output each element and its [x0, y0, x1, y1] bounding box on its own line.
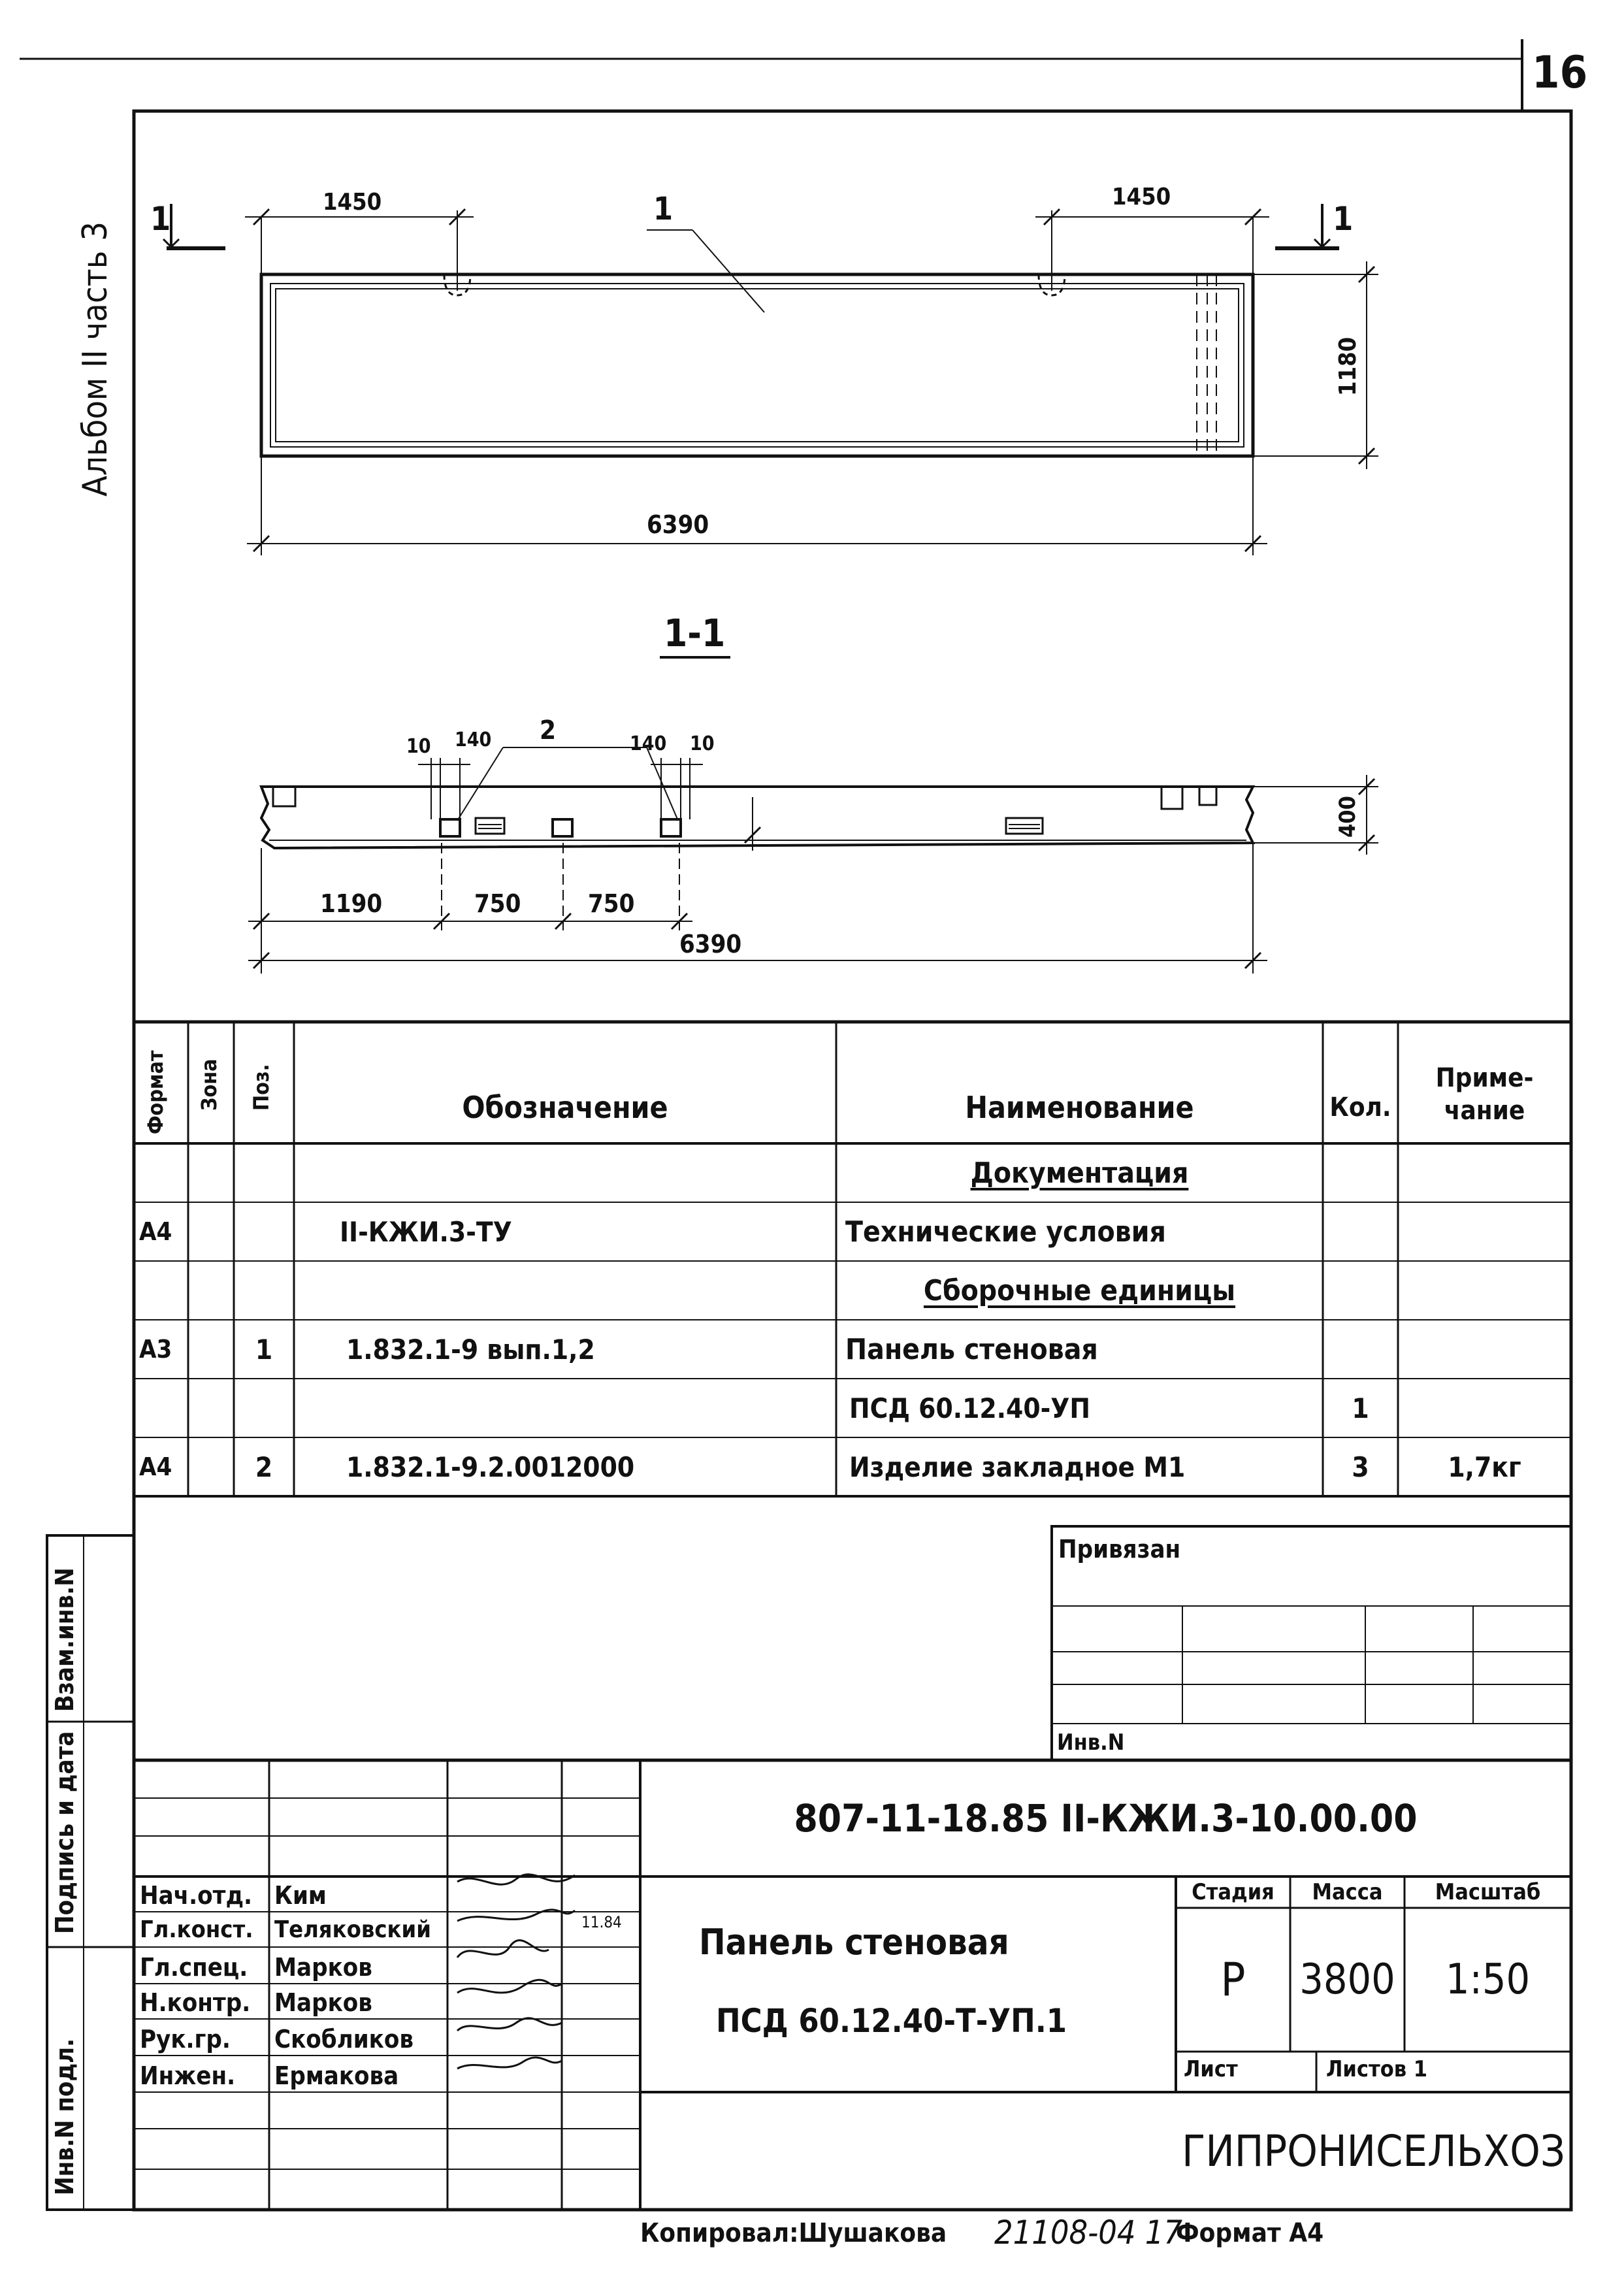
signatory-name: Марков — [274, 1953, 372, 1982]
dim-left-offset: 1450 — [323, 189, 382, 216]
header-format: Формат — [143, 1050, 168, 1134]
signatory-role: Гл.конст. — [140, 1916, 253, 1943]
row-designation: 1.832.1-9 вып.1,2 — [346, 1333, 595, 1366]
dim-750-b: 750 — [588, 889, 635, 918]
row-name: Документация — [970, 1156, 1189, 1190]
scale-label: Масштаб — [1435, 1879, 1541, 1905]
signatory-role: Нач.отд. — [140, 1881, 253, 1910]
section-title: 1-1 — [664, 611, 726, 655]
sheets-label: Листов 1 — [1326, 2056, 1427, 2082]
organization: ГИПРОНИСЕЛЬХОЗ — [1182, 2125, 1565, 2176]
stage-label: Стадия — [1192, 1879, 1275, 1905]
signatory-name: Ким — [274, 1881, 327, 1910]
signatory-role: Рук.гр. — [140, 2025, 231, 2054]
document-code: 807-11-18.85 II-КЖИ.3-10.00.00 — [794, 1796, 1418, 1841]
dim-plan-height: 1180 — [1335, 336, 1361, 396]
header-qty: Кол. — [1329, 1092, 1391, 1122]
strip-vzam-inv: Взам.инв.N — [50, 1567, 79, 1712]
header-name: Наименование — [965, 1090, 1194, 1125]
dim-1190: 1190 — [320, 889, 383, 918]
row-name: ПСД 60.12.40-УП — [849, 1392, 1091, 1424]
header-zone: Зона — [197, 1058, 221, 1111]
album-label: Альбом II часть 3 — [76, 221, 115, 497]
binding-title: Привязан — [1058, 1535, 1181, 1564]
header-note: Приме-чание — [1435, 1063, 1534, 1126]
row-note: 1,7кг — [1448, 1450, 1521, 1483]
section-marker-right: 1 — [1333, 200, 1354, 238]
row-format: А4 — [139, 1217, 172, 1246]
dim-140-left: 140 — [455, 729, 492, 751]
signatory-name: Марков — [274, 1988, 372, 2017]
sheet-label: Лист — [1184, 2056, 1238, 2082]
footer-format-label: Формат А4 — [1176, 2218, 1324, 2248]
mass-value: 3800 — [1299, 1956, 1395, 2004]
mass-label: Масса — [1312, 1879, 1383, 1905]
dim-10-left: 10 — [406, 735, 431, 758]
dim-plan-total: 6390 — [647, 510, 709, 539]
product-name-line2: ПСД 60.12.40-Т-УП.1 — [716, 2002, 1067, 2040]
header-pos: Поз. — [249, 1064, 274, 1111]
signatory-name: Ермакова — [274, 2061, 399, 2090]
footer-handwritten-code: 21108-04 17 — [994, 2214, 1183, 2252]
row-name: Сборочные единицы — [923, 1273, 1236, 1307]
dim-section-height: 400 — [1335, 796, 1361, 838]
signatory-name: Теляковский — [274, 1916, 431, 1943]
signatory-role: Инжен. — [140, 2061, 236, 2090]
row-format: А3 — [139, 1335, 172, 1364]
dim-140-right: 140 — [630, 732, 667, 755]
stage-value: Р — [1220, 1953, 1246, 2007]
strip-inv-podl: Инв.N подл. — [50, 2038, 79, 2195]
row-pos: 1 — [255, 1333, 273, 1366]
header-designation: Обозначение — [462, 1090, 668, 1125]
row-format: А4 — [139, 1452, 172, 1481]
row-name: Изделие закладное М1 — [849, 1450, 1186, 1483]
scale-value: 1:50 — [1445, 1956, 1531, 2004]
row-qty: 1 — [1352, 1392, 1369, 1424]
sheet-number: 16 — [1532, 47, 1588, 99]
dim-section-total: 6390 — [679, 930, 742, 959]
footer-copied-by: Копировал:Шушакова — [640, 2218, 947, 2248]
row-name: Панель стеновая — [845, 1332, 1098, 1366]
signatory-role: Н.контр. — [140, 1988, 251, 2017]
strip-signature-date: Подпись и дата — [50, 1731, 79, 1934]
dim-750-a: 750 — [474, 889, 521, 918]
row-name: Технические условия — [845, 1215, 1166, 1249]
callout-1: 1 — [653, 191, 674, 227]
product-name-line1: Панель стеновая — [699, 1922, 1009, 1963]
row-pos: 2 — [255, 1450, 273, 1483]
row-qty: 3 — [1352, 1450, 1369, 1483]
row-designation: 1.832.1-9.2.0012000 — [346, 1450, 635, 1483]
dim-10-right: 10 — [690, 732, 715, 755]
binding-inv-label: Инв.N — [1057, 1729, 1125, 1756]
callout-2: 2 — [540, 715, 557, 746]
signatory-name: Скобликов — [274, 2025, 414, 2054]
row-designation: II-КЖИ.3-ТУ — [340, 1215, 512, 1248]
section-marker-left: 1 — [150, 200, 171, 238]
dim-right-offset: 1450 — [1112, 184, 1171, 210]
date-note: 11.84 — [581, 1913, 622, 1931]
signatory-role: Гл.спец. — [140, 1953, 248, 1982]
